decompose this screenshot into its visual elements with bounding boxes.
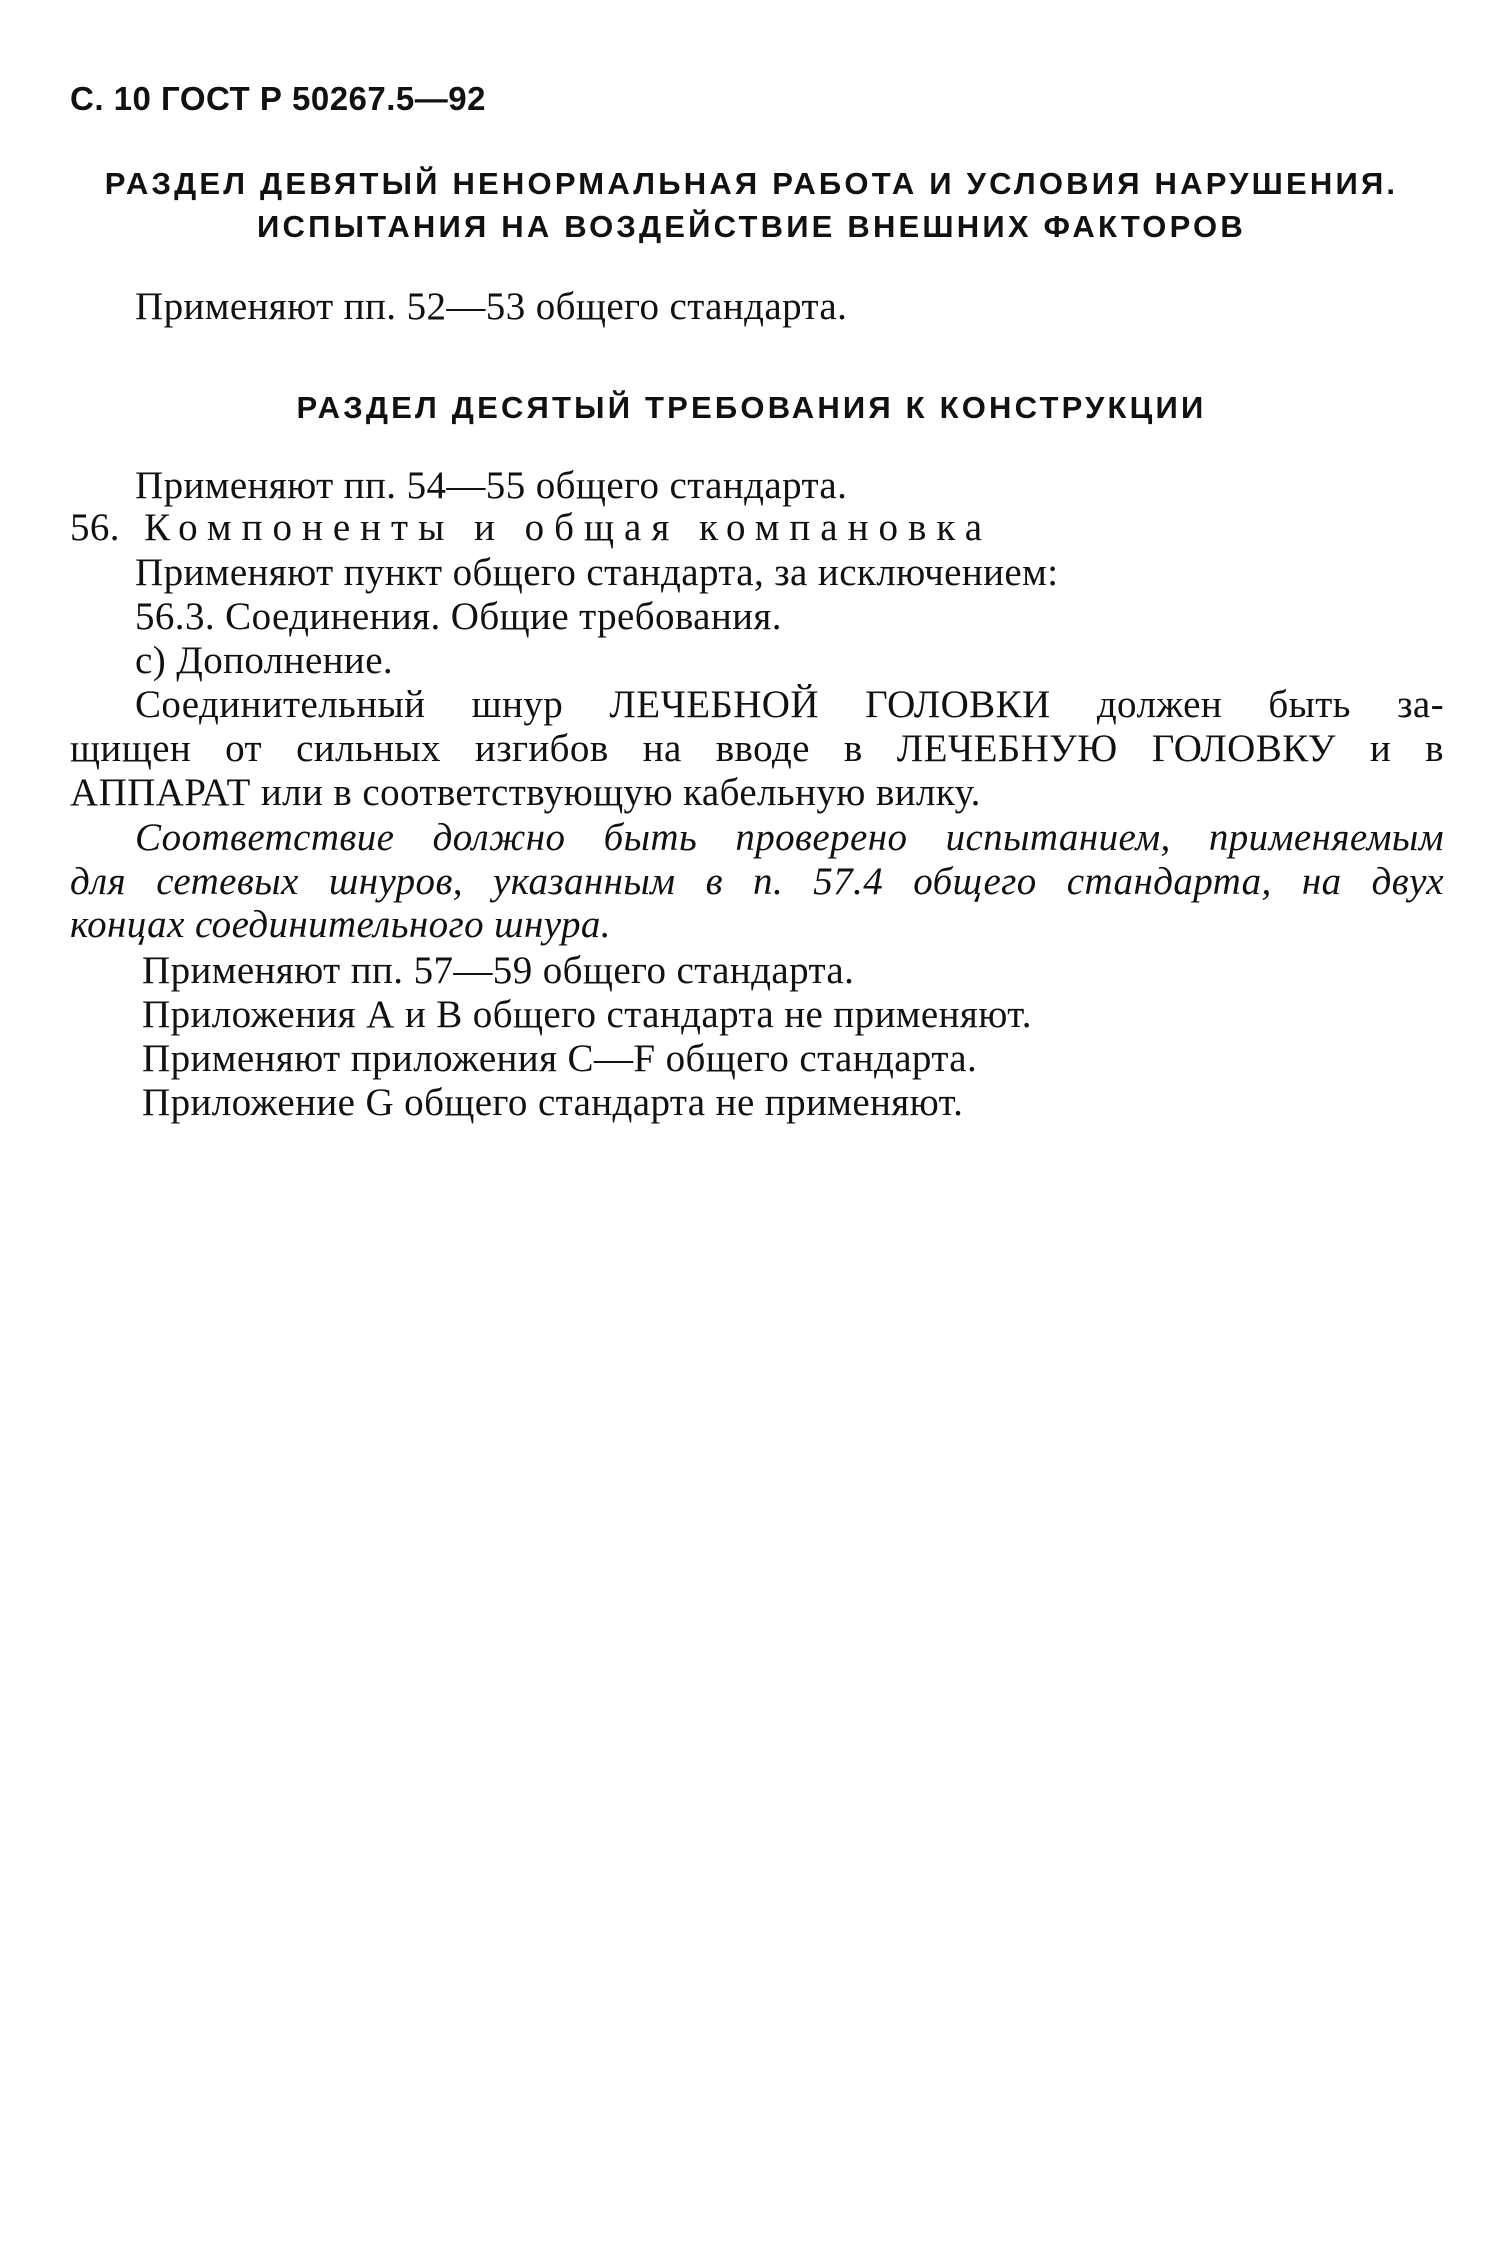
annex-g-text: Приложение G общего стандарта не применяют. xyxy=(142,1081,964,1124)
section-nine-title-line-2: ИСПЫТАНИЯ НА ВОЗДЕЙСТВИЕ ВНЕШНИХ ФАКТОРОВ xyxy=(257,209,1246,244)
requirement-line-1: Соединительный шнур ЛЕЧЕБНОЙ ГОЛОВКИ должен быть за- xyxy=(135,683,1444,726)
clause-56-title: Компоненты и общая компановка xyxy=(144,506,993,549)
clause-56-number: 56. xyxy=(70,506,120,549)
section-ten-title: РАЗДЕЛ ДЕСЯТЫЙ ТРЕБОВАНИЯ К КОНСТРУКЦИИ xyxy=(296,390,1207,425)
running-head: С. 10 ГОСТ Р 50267.5—92 xyxy=(70,80,486,117)
clause-56-3-heading: 56.3. Соединения. Общие требования. xyxy=(135,595,782,638)
section-nine-title-line-1: РАЗДЕЛ ДЕВЯТЫЙ НЕНОРМАЛЬНАЯ РАБОТА И УСЛОВИЯ НАРУШЕНИЯ. xyxy=(104,166,1399,201)
item-c-heading: с) Дополнение. xyxy=(135,639,394,682)
clause-56-intro: Применяют пункт общего стандарта, за исключением: xyxy=(135,551,1059,594)
clause-56-heading xyxy=(70,505,992,550)
requirement-line-2: щищен от сильных изгибов на вводе в ЛЕЧЕБНУЮ ГОЛОВКУ и в xyxy=(70,727,1444,770)
section-nine-applies-text: Применяют пп. 52—53 общего стандарта. xyxy=(135,285,848,328)
compliance-line-3: концах соединительного шнура. xyxy=(70,903,611,946)
applies-57-59-text: Применяют пп. 57—59 общего стандарта. xyxy=(142,949,855,992)
requirement-line-3: АППАРАТ или в соответствующую кабельную вилку. xyxy=(70,771,981,814)
compliance-line-1: Соответствие должно быть проверено испытанием, применяемым xyxy=(135,816,1444,859)
compliance-line-2: для сетевых шнуров, указанным в п. 57.4 общего стандарта, на двух xyxy=(70,860,1444,903)
applies-54-55-text: Применяют пп. 54—55 общего стандарта. xyxy=(135,464,848,507)
annex-ab-text: Приложения А и В общего стандарта не применяют. xyxy=(142,993,1032,1036)
annex-cf-text: Применяют приложения С—F общего стандарта. xyxy=(142,1037,978,1080)
